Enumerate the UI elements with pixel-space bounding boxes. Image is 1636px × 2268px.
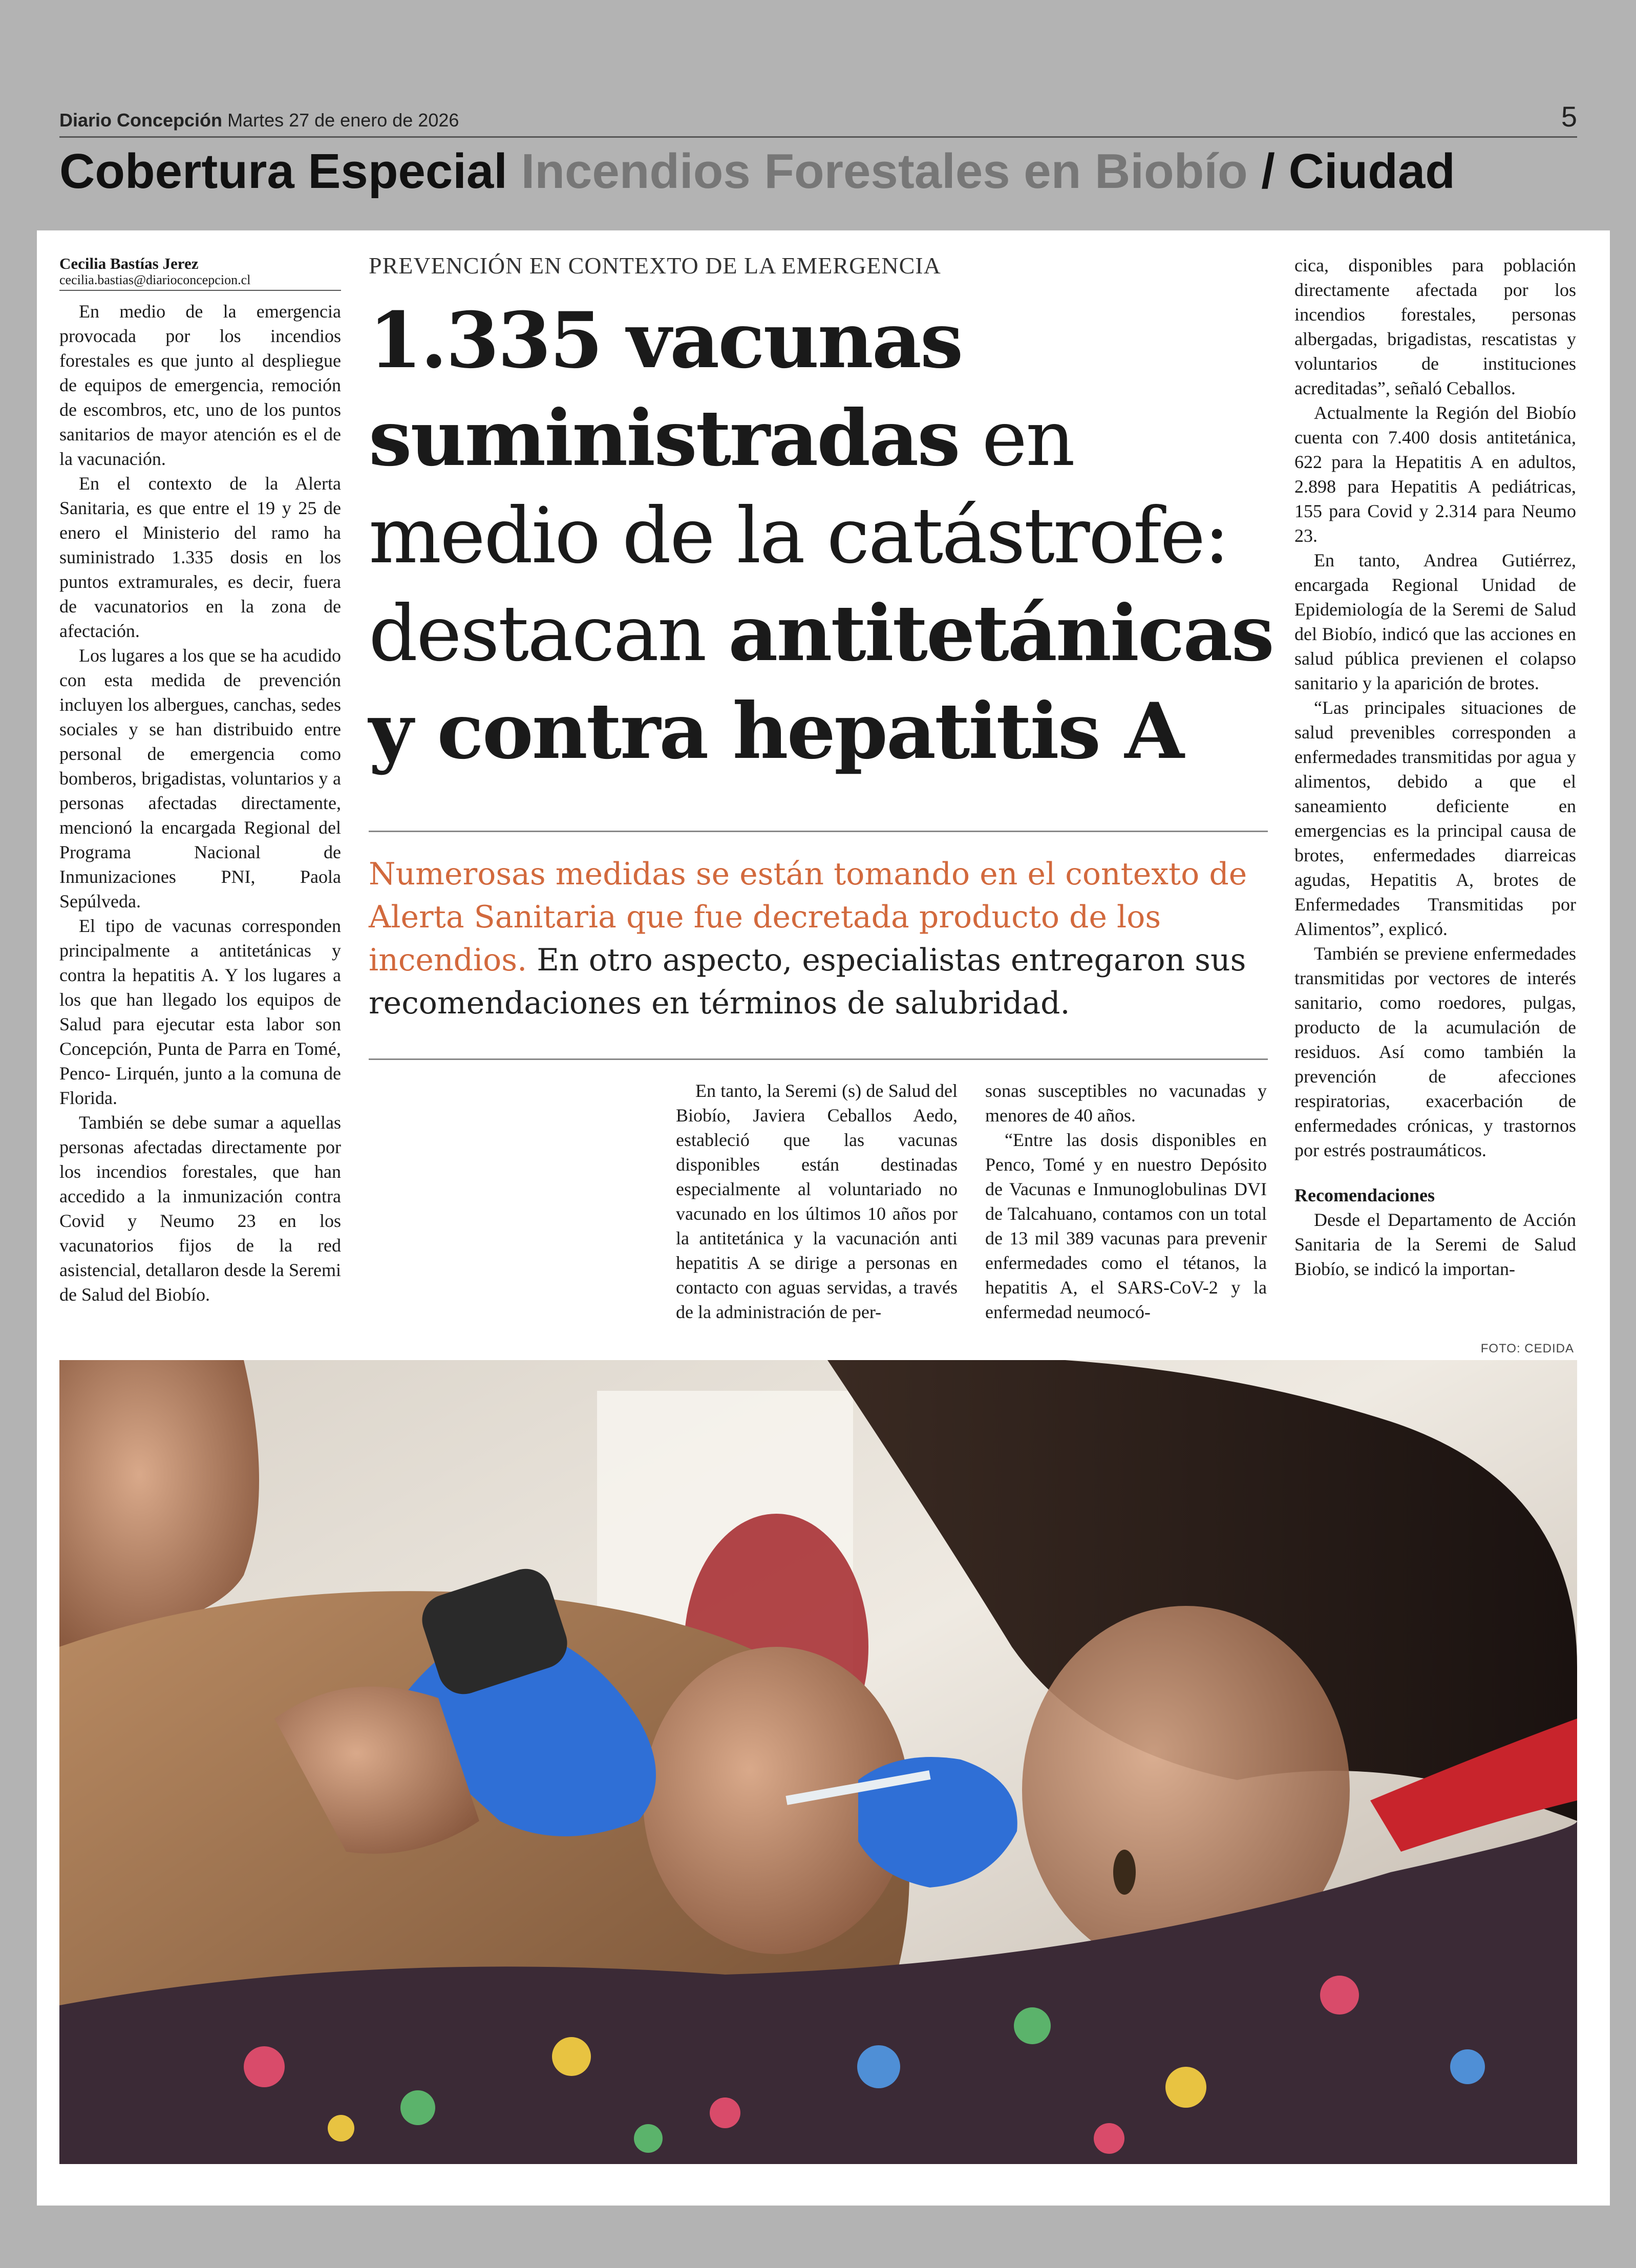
paragraph: En el contexto de la Alerta Sanitaria, es que entre el 19 y 25 de enero el Ministerio del ramo ha suministrado 1.335 dosis en los puntos extramurales, es decir, fuera de vacunatorios en la zona de afectación. [59,473,341,641]
byline [59,255,341,291]
paragraph: Desde el Departamento de Acción Sanitaria de la Seremi de Salud Biobío, se indicó la importan- [1294,1210,1576,1279]
divider [369,831,1268,832]
paragraph: También se debe sumar a aquellas personas afectadas directamente por los incendios forestales, que han accedido a la inmunización contra Covid y Neumo 23 en los vacunatorios fijos de la red asistencial, detallaron desde la Seremi de Salud del Biobío. [59,1112,341,1305]
paragraph: También se previene enfermedades transmitidas por vectores de interés sanitario, como roedores, pulgas, producto de la acumulación de residuos. Así como también la prevención de afecciones respiratorias, exacerbación de enfermedades crónicas, y trastornos por estrés postraumáticos. [1294,943,1576,1160]
headline-part: destacan [369,589,729,679]
paragraph: Los lugares a los que se ha acudido con esta medida de prevención incluyen los albergues, canchas, sedes sociales y se han distribuido entre personal de emergencia como bomberos, brigadistas, voluntarios y a personas afectadas directamente, mencionó la encargada Regional del Programa Nacional de Inmunizaciones PNI, Paola Sepúlveda. [59,645,341,912]
earring [1113,1850,1136,1895]
section-title [59,143,1455,200]
deck-accent: Numerosas medidas se están tomando en el contexto de Alerta Sanitaria que fue decretada producto de los incendios. [369,856,1247,978]
kicker: PREVENCIÓN EN CONTEXTO DE LA EMERGENCIA [369,252,941,279]
headline-part: 1.335 vacunas [369,295,962,386]
paragraph: sonas susceptibles no vacunadas y menores de 40 años. [985,1080,1267,1126]
deck-rest: En otro aspecto, especialistas entregaron sus recomendaciones en términos de salubridad. [369,942,1246,1021]
divider [369,1058,1268,1060]
section-topic: Incendios Forestales en Biobío [521,144,1248,199]
author-name: Cecilia Bastías Jerez [59,255,199,272]
paragraph: “Las principales situaciones de salud prevenibles corresponden a enfermedades transmitidas por agua y alimentos, debido a que el saneamiento deficiente en emergencias es la principal causa de brotes, enfermedades diarreicas agudas, Hepatitis A, brotes de Enfermedades Transmitidas por Alimentos”, explicó. [1294,697,1576,939]
headline-part: suministradas [369,393,959,483]
paragraph: Actualmente la Región del Biobío cuenta con 7.400 dosis antitetánica, 622 para la Hepatitis A en adultos, 2.898 para Hepatitis A pediátricas, 155 para Covid y 2.314 para Neumo 23. [1294,402,1576,546]
headline-part: medio de la catástrofe: [369,492,1228,581]
paragraph: En medio de la emergencia provocada por los incendios forestales es que junto al despliegue de equipos de emergencia, remoción de escombros, etc, uno de los puntos sanitarios de mayor atención es el de la vacunación. [59,301,341,469]
masthead [59,100,1577,138]
issue-date: Martes 27 de enero de 2026 [227,110,459,131]
paper-date-line [59,110,459,131]
deck [369,853,1268,1025]
body-column-1 [59,299,341,1307]
photo-credit: FOTO: CEDIDA [1480,1342,1574,1355]
vaccination-photo [59,1360,1577,2164]
author-email: cecilia.bastias@diarioconcepcion.cl [59,272,251,287]
headline-part: antitetánicas [728,588,1273,679]
paragraph: En tanto, la Seremi (s) de Salud del Biobío, Javiera Ceballos Aedo, estableció que las vacunas disponibles están destinadas especialmente al voluntariado no vacunado en los últimos 10 años por la antitetánica y la vacunación anti hepatitis A se dirige a personas en contacto con aguas servidas, a través de la administración de per- [676,1080,958,1322]
body-column-4 [1294,253,1576,1281]
page-number: 5 [1561,100,1577,133]
headline-part: en [959,394,1074,483]
section-sub: / Ciudad [1261,144,1455,199]
section-main: Cobertura Especial [59,144,507,199]
body-column-2 [676,1078,958,1324]
subheading: Recomendaciones [1294,1185,1435,1205]
headline-part: y contra hepatitis A [369,686,1183,776]
paragraph: El tipo de vacunas corresponden principalmente a antitetánicas y contra la hepatitis A. Y los lugares a los que han llegado los equipos de Salud para ejecutar esta labor son Concepción, Punta de Parra en Tomé, Penco- Lirquén, junto a la comuna de Florida. [59,916,341,1108]
article-sheet [37,230,1610,2206]
paper-name: Diario Concepción [59,110,223,131]
paragraph: cica, disponibles para población directamente afectada por los incendios forestales, personas albergadas, brigadistas, rescatistas y voluntarios de instituciones acreditadas”, señaló Ceballos. [1294,255,1576,398]
body-column-3 [985,1078,1267,1324]
paragraph: “Entre las dosis disponibles en Penco, Tomé y en nuestro Depósito de Vacunas e Inmunoglobulinas DVI de Talcahuano, contamos con un total de 13 mil 389 vacunas para prevenir enfermedades como el tétanos, la hepatitis A, el SARS-CoV-2 y la enfermedad neumocó- [985,1130,1267,1322]
paragraph: En tanto, Andrea Gutiérrez, encargada Regional Unidad de Epidemiología de la Seremi de Salud del Biobío, indicó que las acciones en salud pública previenen el colapso sanitario y la aparición de brotes. [1294,550,1576,693]
headline [369,292,1311,780]
